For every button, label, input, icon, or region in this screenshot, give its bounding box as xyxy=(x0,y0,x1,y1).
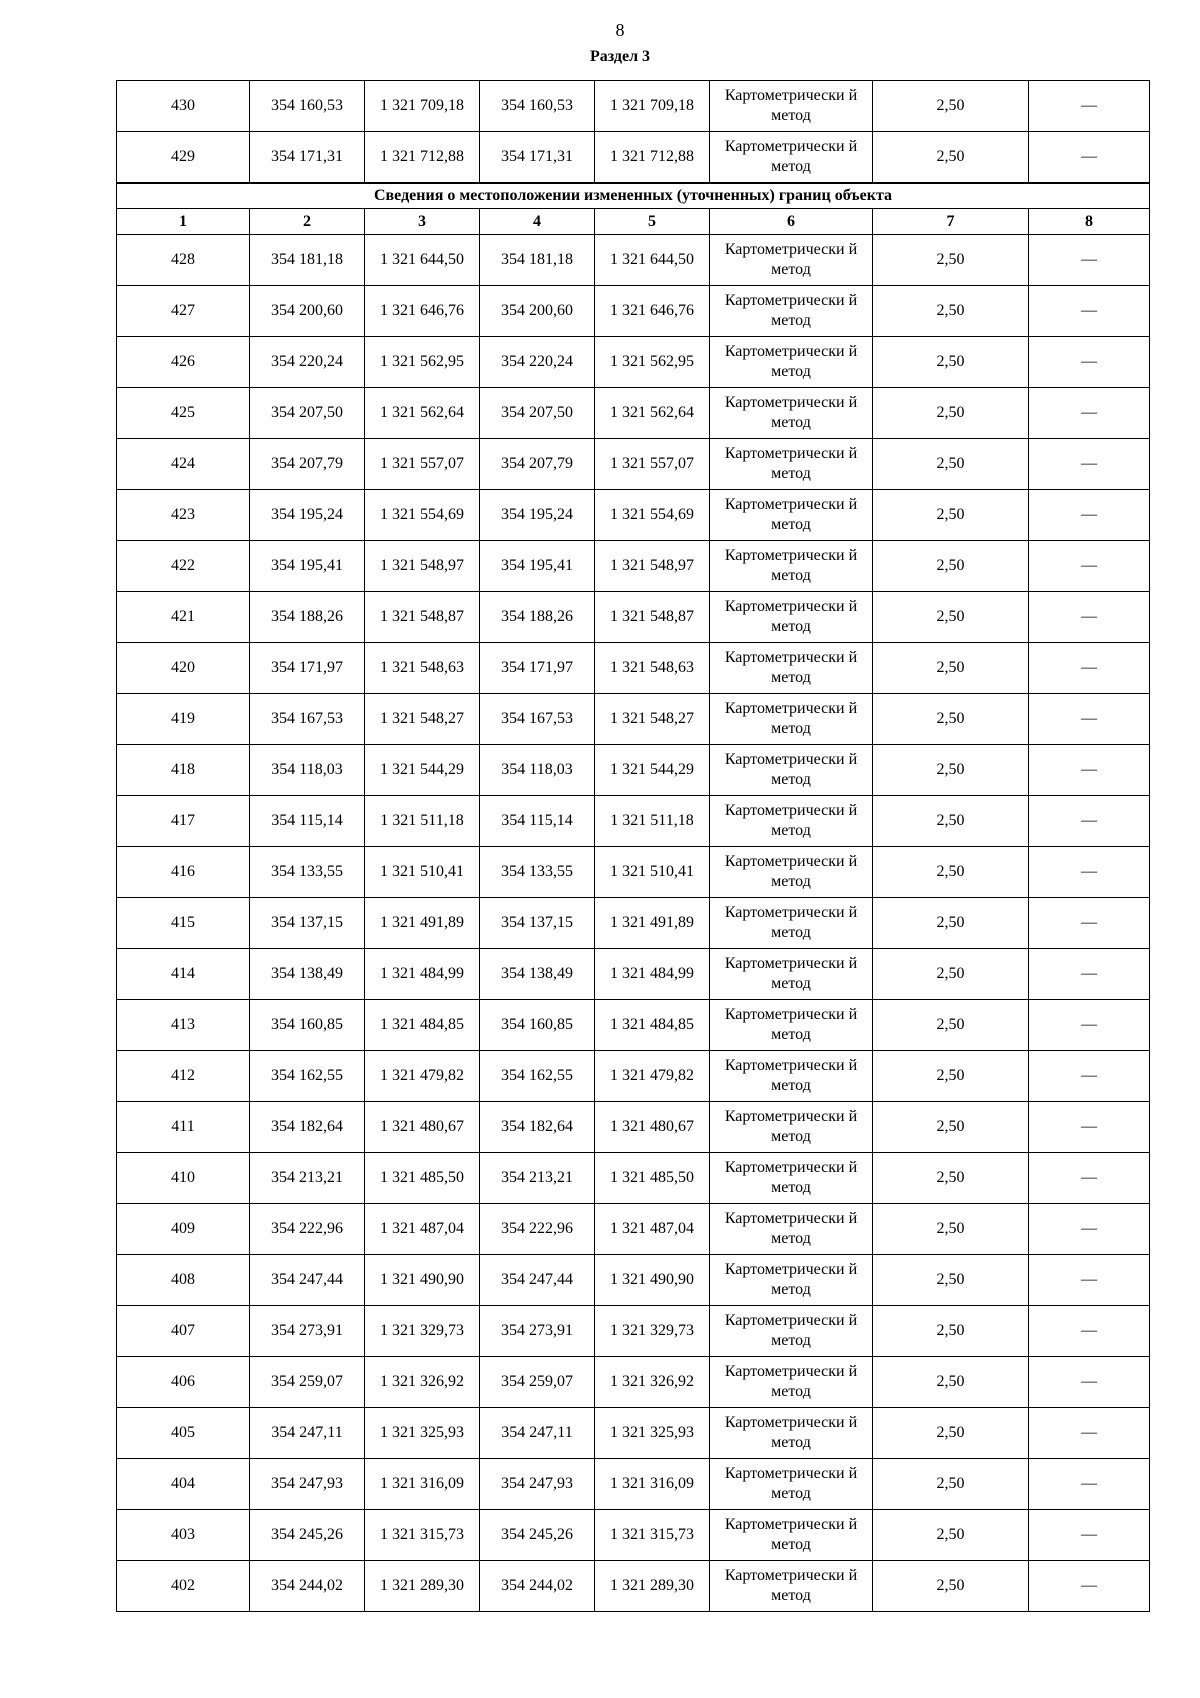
method-cell: Картометрически й метод xyxy=(710,898,873,949)
x-refined-cell: 354 171,97 xyxy=(480,643,595,694)
y-refined-cell: 1 321 326,92 xyxy=(595,1357,710,1408)
accuracy-cell: 2,50 xyxy=(873,694,1029,745)
x-refined-cell: 354 133,55 xyxy=(480,847,595,898)
y-refined-cell: 1 321 548,87 xyxy=(595,592,710,643)
x-existing-cell: 354 247,44 xyxy=(250,1255,365,1306)
y-existing-cell: 1 321 548,87 xyxy=(365,592,480,643)
page-number: 8 xyxy=(615,20,625,40)
method-cell: Картометрически й метод xyxy=(710,1357,873,1408)
table-row xyxy=(117,337,1150,388)
y-refined-cell: 1 321 548,97 xyxy=(595,541,710,592)
note-cell: — xyxy=(1029,643,1150,694)
y-existing-cell: 1 321 316,09 xyxy=(365,1459,480,1510)
x-refined-cell: 354 115,14 xyxy=(480,796,595,847)
y-refined-cell: 1 321 325,93 xyxy=(595,1408,710,1459)
x-existing-cell: 354 138,49 xyxy=(250,949,365,1000)
point-number-cell: 422 xyxy=(117,541,250,592)
note-cell: — xyxy=(1029,388,1150,439)
table-row xyxy=(117,81,1150,132)
method-cell: Картометрически й метод xyxy=(710,796,873,847)
y-existing-cell: 1 321 646,76 xyxy=(365,286,480,337)
x-refined-cell: 354 244,02 xyxy=(480,1561,595,1612)
note-cell: — xyxy=(1029,541,1150,592)
x-existing-cell: 354 181,18 xyxy=(250,235,365,286)
x-existing-cell: 354 245,26 xyxy=(250,1510,365,1561)
method-cell: Картометрически й метод xyxy=(710,132,873,184)
table-row xyxy=(117,796,1150,847)
accuracy-cell: 2,50 xyxy=(873,81,1029,132)
y-existing-cell: 1 321 510,41 xyxy=(365,847,480,898)
x-existing-cell: 354 118,03 xyxy=(250,745,365,796)
accuracy-cell: 2,50 xyxy=(873,745,1029,796)
y-existing-cell: 1 321 562,64 xyxy=(365,388,480,439)
y-refined-cell: 1 321 484,99 xyxy=(595,949,710,1000)
method-cell: Картометрически й метод xyxy=(710,337,873,388)
x-refined-cell: 354 167,53 xyxy=(480,694,595,745)
note-cell: — xyxy=(1029,1459,1150,1510)
y-existing-cell: 1 321 554,69 xyxy=(365,490,480,541)
method-cell: Картометрически й метод xyxy=(710,1255,873,1306)
method-cell: Картометрически й метод xyxy=(710,694,873,745)
x-existing-cell: 354 167,53 xyxy=(250,694,365,745)
note-cell: — xyxy=(1029,1510,1150,1561)
method-cell: Картометрически й метод xyxy=(710,745,873,796)
x-existing-cell: 354 160,85 xyxy=(250,1000,365,1051)
x-existing-cell: 354 182,64 xyxy=(250,1102,365,1153)
x-existing-cell: 354 171,31 xyxy=(250,132,365,184)
y-existing-cell: 1 321 329,73 xyxy=(365,1306,480,1357)
note-cell: — xyxy=(1029,81,1150,132)
note-cell: — xyxy=(1029,1000,1150,1051)
y-refined-cell: 1 321 562,64 xyxy=(595,388,710,439)
x-existing-cell: 354 207,79 xyxy=(250,439,365,490)
y-refined-cell: 1 321 490,90 xyxy=(595,1255,710,1306)
x-refined-cell: 354 220,24 xyxy=(480,337,595,388)
method-cell: Картометрически й метод xyxy=(710,1051,873,1102)
table-row xyxy=(117,1459,1150,1510)
y-refined-cell: 1 321 289,30 xyxy=(595,1561,710,1612)
accuracy-cell: 2,50 xyxy=(873,1357,1029,1408)
note-cell: — xyxy=(1029,898,1150,949)
table-row xyxy=(117,541,1150,592)
x-refined-cell: 354 138,49 xyxy=(480,949,595,1000)
x-existing-cell: 354 273,91 xyxy=(250,1306,365,1357)
point-number-cell: 420 xyxy=(117,643,250,694)
table-row xyxy=(117,1561,1150,1612)
method-cell: Картометрически й метод xyxy=(710,81,873,132)
accuracy-cell: 2,50 xyxy=(873,1102,1029,1153)
point-number-cell: 423 xyxy=(117,490,250,541)
x-refined-cell: 354 247,44 xyxy=(480,1255,595,1306)
accuracy-cell: 2,50 xyxy=(873,388,1029,439)
y-existing-cell: 1 321 548,63 xyxy=(365,643,480,694)
point-number-cell: 406 xyxy=(117,1357,250,1408)
note-cell: — xyxy=(1029,235,1150,286)
x-refined-cell: 354 171,31 xyxy=(480,132,595,184)
point-number-cell: 414 xyxy=(117,949,250,1000)
accuracy-cell: 2,50 xyxy=(873,643,1029,694)
note-cell: — xyxy=(1029,1357,1150,1408)
x-refined-cell: 354 207,79 xyxy=(480,439,595,490)
x-existing-cell: 354 137,15 xyxy=(250,898,365,949)
coordinates-table xyxy=(116,80,1150,1612)
x-existing-cell: 354 247,93 xyxy=(250,1459,365,1510)
x-existing-cell: 354 222,96 xyxy=(250,1204,365,1255)
table-body-main xyxy=(117,235,1150,1612)
column-number-cell: 2 xyxy=(250,209,365,235)
point-number-cell: 405 xyxy=(117,1408,250,1459)
table-row xyxy=(117,1204,1150,1255)
method-cell: Картометрически й метод xyxy=(710,1306,873,1357)
y-refined-cell: 1 321 557,07 xyxy=(595,439,710,490)
x-existing-cell: 354 171,97 xyxy=(250,643,365,694)
y-refined-cell: 1 321 487,04 xyxy=(595,1204,710,1255)
method-cell: Картометрически й метод xyxy=(710,1459,873,1510)
accuracy-cell: 2,50 xyxy=(873,1255,1029,1306)
point-number-cell: 430 xyxy=(117,81,250,132)
y-existing-cell: 1 321 289,30 xyxy=(365,1561,480,1612)
y-refined-cell: 1 321 644,50 xyxy=(595,235,710,286)
table-row xyxy=(117,286,1150,337)
x-refined-cell: 354 207,50 xyxy=(480,388,595,439)
x-refined-cell: 354 195,41 xyxy=(480,541,595,592)
y-existing-cell: 1 321 709,18 xyxy=(365,81,480,132)
x-refined-cell: 354 188,26 xyxy=(480,592,595,643)
point-number-cell: 415 xyxy=(117,898,250,949)
y-refined-cell: 1 321 480,67 xyxy=(595,1102,710,1153)
x-refined-cell: 354 245,26 xyxy=(480,1510,595,1561)
accuracy-cell: 2,50 xyxy=(873,949,1029,1000)
table-row xyxy=(117,132,1150,184)
note-cell: — xyxy=(1029,1561,1150,1612)
y-existing-cell: 1 321 484,85 xyxy=(365,1000,480,1051)
method-cell: Картометрически й метод xyxy=(710,1204,873,1255)
accuracy-cell: 2,50 xyxy=(873,541,1029,592)
table-row xyxy=(117,1255,1150,1306)
method-cell: Картометрически й метод xyxy=(710,1000,873,1051)
column-number-cell: 4 xyxy=(480,209,595,235)
accuracy-cell: 2,50 xyxy=(873,1510,1029,1561)
method-cell: Картометрически й метод xyxy=(710,388,873,439)
x-existing-cell: 354 160,53 xyxy=(250,81,365,132)
y-existing-cell: 1 321 491,89 xyxy=(365,898,480,949)
accuracy-cell: 2,50 xyxy=(873,592,1029,643)
y-refined-cell: 1 321 562,95 xyxy=(595,337,710,388)
x-existing-cell: 354 195,24 xyxy=(250,490,365,541)
y-refined-cell: 1 321 712,88 xyxy=(595,132,710,184)
point-number-cell: 411 xyxy=(117,1102,250,1153)
y-existing-cell: 1 321 490,90 xyxy=(365,1255,480,1306)
x-existing-cell: 354 133,55 xyxy=(250,847,365,898)
x-refined-cell: 354 160,53 xyxy=(480,81,595,132)
accuracy-cell: 2,50 xyxy=(873,1051,1029,1102)
note-cell: — xyxy=(1029,1408,1150,1459)
x-existing-cell: 354 259,07 xyxy=(250,1357,365,1408)
point-number-cell: 424 xyxy=(117,439,250,490)
table-row xyxy=(117,949,1150,1000)
y-existing-cell: 1 321 480,67 xyxy=(365,1102,480,1153)
point-number-cell: 410 xyxy=(117,1153,250,1204)
accuracy-cell: 2,50 xyxy=(873,1204,1029,1255)
table-row xyxy=(117,1357,1150,1408)
note-cell: — xyxy=(1029,847,1150,898)
table-row xyxy=(117,1306,1150,1357)
x-refined-cell: 354 182,64 xyxy=(480,1102,595,1153)
x-refined-cell: 354 118,03 xyxy=(480,745,595,796)
accuracy-cell: 2,50 xyxy=(873,847,1029,898)
y-refined-cell: 1 321 329,73 xyxy=(595,1306,710,1357)
note-cell: — xyxy=(1029,286,1150,337)
note-cell: — xyxy=(1029,1153,1150,1204)
method-cell: Картометрически й метод xyxy=(710,235,873,286)
y-refined-cell: 1 321 511,18 xyxy=(595,796,710,847)
accuracy-cell: 2,50 xyxy=(873,490,1029,541)
x-existing-cell: 354 247,11 xyxy=(250,1408,365,1459)
point-number-cell: 416 xyxy=(117,847,250,898)
point-number-cell: 418 xyxy=(117,745,250,796)
x-existing-cell: 354 115,14 xyxy=(250,796,365,847)
method-cell: Картометрически й метод xyxy=(710,1510,873,1561)
x-refined-cell: 354 222,96 xyxy=(480,1204,595,1255)
x-existing-cell: 354 200,60 xyxy=(250,286,365,337)
accuracy-cell: 2,50 xyxy=(873,1306,1029,1357)
y-refined-cell: 1 321 485,50 xyxy=(595,1153,710,1204)
table-row xyxy=(117,1102,1150,1153)
point-number-cell: 413 xyxy=(117,1000,250,1051)
y-existing-cell: 1 321 544,29 xyxy=(365,745,480,796)
point-number-cell: 403 xyxy=(117,1510,250,1561)
x-refined-cell: 354 200,60 xyxy=(480,286,595,337)
table-row xyxy=(117,439,1150,490)
column-number-row xyxy=(117,209,1150,235)
point-number-cell: 426 xyxy=(117,337,250,388)
table-body-top xyxy=(117,81,1150,184)
y-refined-cell: 1 321 548,27 xyxy=(595,694,710,745)
y-existing-cell: 1 321 326,92 xyxy=(365,1357,480,1408)
x-refined-cell: 354 137,15 xyxy=(480,898,595,949)
accuracy-cell: 2,50 xyxy=(873,132,1029,184)
accuracy-cell: 2,50 xyxy=(873,337,1029,388)
table-row xyxy=(117,592,1150,643)
x-existing-cell: 354 188,26 xyxy=(250,592,365,643)
point-number-cell: 402 xyxy=(117,1561,250,1612)
point-number-cell: 428 xyxy=(117,235,250,286)
x-refined-cell: 354 213,21 xyxy=(480,1153,595,1204)
accuracy-cell: 2,50 xyxy=(873,1000,1029,1051)
note-cell: — xyxy=(1029,949,1150,1000)
point-number-cell: 408 xyxy=(117,1255,250,1306)
point-number-cell: 409 xyxy=(117,1204,250,1255)
column-number-cell: 6 xyxy=(710,209,873,235)
method-cell: Картометрически й метод xyxy=(710,541,873,592)
x-refined-cell: 354 247,93 xyxy=(480,1459,595,1510)
note-cell: — xyxy=(1029,1102,1150,1153)
y-refined-cell: 1 321 315,73 xyxy=(595,1510,710,1561)
table-row xyxy=(117,898,1150,949)
y-refined-cell: 1 321 554,69 xyxy=(595,490,710,541)
y-existing-cell: 1 321 548,97 xyxy=(365,541,480,592)
accuracy-cell: 2,50 xyxy=(873,898,1029,949)
x-existing-cell: 354 162,55 xyxy=(250,1051,365,1102)
y-existing-cell: 1 321 325,93 xyxy=(365,1408,480,1459)
table-row xyxy=(117,694,1150,745)
note-cell: — xyxy=(1029,745,1150,796)
y-refined-cell: 1 321 484,85 xyxy=(595,1000,710,1051)
y-refined-cell: 1 321 491,89 xyxy=(595,898,710,949)
note-cell: — xyxy=(1029,439,1150,490)
column-number-cell: 7 xyxy=(873,209,1029,235)
y-existing-cell: 1 321 485,50 xyxy=(365,1153,480,1204)
y-existing-cell: 1 321 712,88 xyxy=(365,132,480,184)
accuracy-cell: 2,50 xyxy=(873,286,1029,337)
note-cell: — xyxy=(1029,796,1150,847)
point-number-cell: 407 xyxy=(117,1306,250,1357)
point-number-cell: 427 xyxy=(117,286,250,337)
y-existing-cell: 1 321 479,82 xyxy=(365,1051,480,1102)
y-refined-cell: 1 321 316,09 xyxy=(595,1459,710,1510)
y-refined-cell: 1 321 709,18 xyxy=(595,81,710,132)
x-refined-cell: 354 160,85 xyxy=(480,1000,595,1051)
note-cell: — xyxy=(1029,490,1150,541)
method-cell: Картометрически й метод xyxy=(710,847,873,898)
method-cell: Картометрически й метод xyxy=(710,643,873,694)
y-existing-cell: 1 321 644,50 xyxy=(365,235,480,286)
method-cell: Картометрически й метод xyxy=(710,1102,873,1153)
note-cell: — xyxy=(1029,1306,1150,1357)
y-existing-cell: 1 321 562,95 xyxy=(365,337,480,388)
x-refined-cell: 354 259,07 xyxy=(480,1357,595,1408)
y-refined-cell: 1 321 479,82 xyxy=(595,1051,710,1102)
x-existing-cell: 354 244,02 xyxy=(250,1561,365,1612)
subheader-row xyxy=(117,183,1150,209)
x-existing-cell: 354 195,41 xyxy=(250,541,365,592)
method-cell: Картометрически й метод xyxy=(710,439,873,490)
x-existing-cell: 354 220,24 xyxy=(250,337,365,388)
x-existing-cell: 354 207,50 xyxy=(250,388,365,439)
y-refined-cell: 1 321 646,76 xyxy=(595,286,710,337)
point-number-cell: 421 xyxy=(117,592,250,643)
table-row xyxy=(117,847,1150,898)
method-cell: Картометрически й метод xyxy=(710,592,873,643)
x-existing-cell: 354 213,21 xyxy=(250,1153,365,1204)
column-number-cell: 1 xyxy=(117,209,250,235)
note-cell: — xyxy=(1029,1051,1150,1102)
section-title: Раздел 3 xyxy=(589,48,651,65)
y-existing-cell: 1 321 511,18 xyxy=(365,796,480,847)
subheader-title: Сведения о местоположении измененных (уточненных) границ объекта xyxy=(117,183,1150,209)
table-row xyxy=(117,745,1150,796)
column-number-cell: 3 xyxy=(365,209,480,235)
note-cell: — xyxy=(1029,337,1150,388)
y-existing-cell: 1 321 548,27 xyxy=(365,694,480,745)
accuracy-cell: 2,50 xyxy=(873,1153,1029,1204)
table-row xyxy=(117,1510,1150,1561)
table-row xyxy=(117,643,1150,694)
method-cell: Картометрически й метод xyxy=(710,1561,873,1612)
method-cell: Картометрически й метод xyxy=(710,286,873,337)
y-existing-cell: 1 321 315,73 xyxy=(365,1510,480,1561)
column-number-cell: 8 xyxy=(1029,209,1150,235)
point-number-cell: 429 xyxy=(117,132,250,184)
y-refined-cell: 1 321 544,29 xyxy=(595,745,710,796)
table-row xyxy=(117,1051,1150,1102)
note-cell: — xyxy=(1029,592,1150,643)
method-cell: Картометрически й метод xyxy=(710,949,873,1000)
note-cell: — xyxy=(1029,132,1150,184)
y-existing-cell: 1 321 484,99 xyxy=(365,949,480,1000)
accuracy-cell: 2,50 xyxy=(873,1408,1029,1459)
x-refined-cell: 354 247,11 xyxy=(480,1408,595,1459)
y-existing-cell: 1 321 557,07 xyxy=(365,439,480,490)
x-refined-cell: 354 162,55 xyxy=(480,1051,595,1102)
point-number-cell: 425 xyxy=(117,388,250,439)
table-row xyxy=(117,490,1150,541)
note-cell: — xyxy=(1029,694,1150,745)
table-row xyxy=(117,235,1150,286)
y-existing-cell: 1 321 487,04 xyxy=(365,1204,480,1255)
method-cell: Картометрически й метод xyxy=(710,1153,873,1204)
point-number-cell: 419 xyxy=(117,694,250,745)
method-cell: Картометрически й метод xyxy=(710,1408,873,1459)
accuracy-cell: 2,50 xyxy=(873,1459,1029,1510)
x-refined-cell: 354 195,24 xyxy=(480,490,595,541)
accuracy-cell: 2,50 xyxy=(873,235,1029,286)
accuracy-cell: 2,50 xyxy=(873,796,1029,847)
table-subheader-group xyxy=(117,183,1150,235)
y-refined-cell: 1 321 510,41 xyxy=(595,847,710,898)
method-cell: Картометрически й метод xyxy=(710,490,873,541)
table-row xyxy=(117,1153,1150,1204)
y-refined-cell: 1 321 548,63 xyxy=(595,643,710,694)
point-number-cell: 412 xyxy=(117,1051,250,1102)
note-cell: — xyxy=(1029,1255,1150,1306)
point-number-cell: 417 xyxy=(117,796,250,847)
table-row xyxy=(117,388,1150,439)
column-number-cell: 5 xyxy=(595,209,710,235)
x-refined-cell: 354 273,91 xyxy=(480,1306,595,1357)
point-number-cell: 404 xyxy=(117,1459,250,1510)
table-row xyxy=(117,1408,1150,1459)
table-row xyxy=(117,1000,1150,1051)
note-cell: — xyxy=(1029,1204,1150,1255)
accuracy-cell: 2,50 xyxy=(873,1561,1029,1612)
x-refined-cell: 354 181,18 xyxy=(480,235,595,286)
accuracy-cell: 2,50 xyxy=(873,439,1029,490)
